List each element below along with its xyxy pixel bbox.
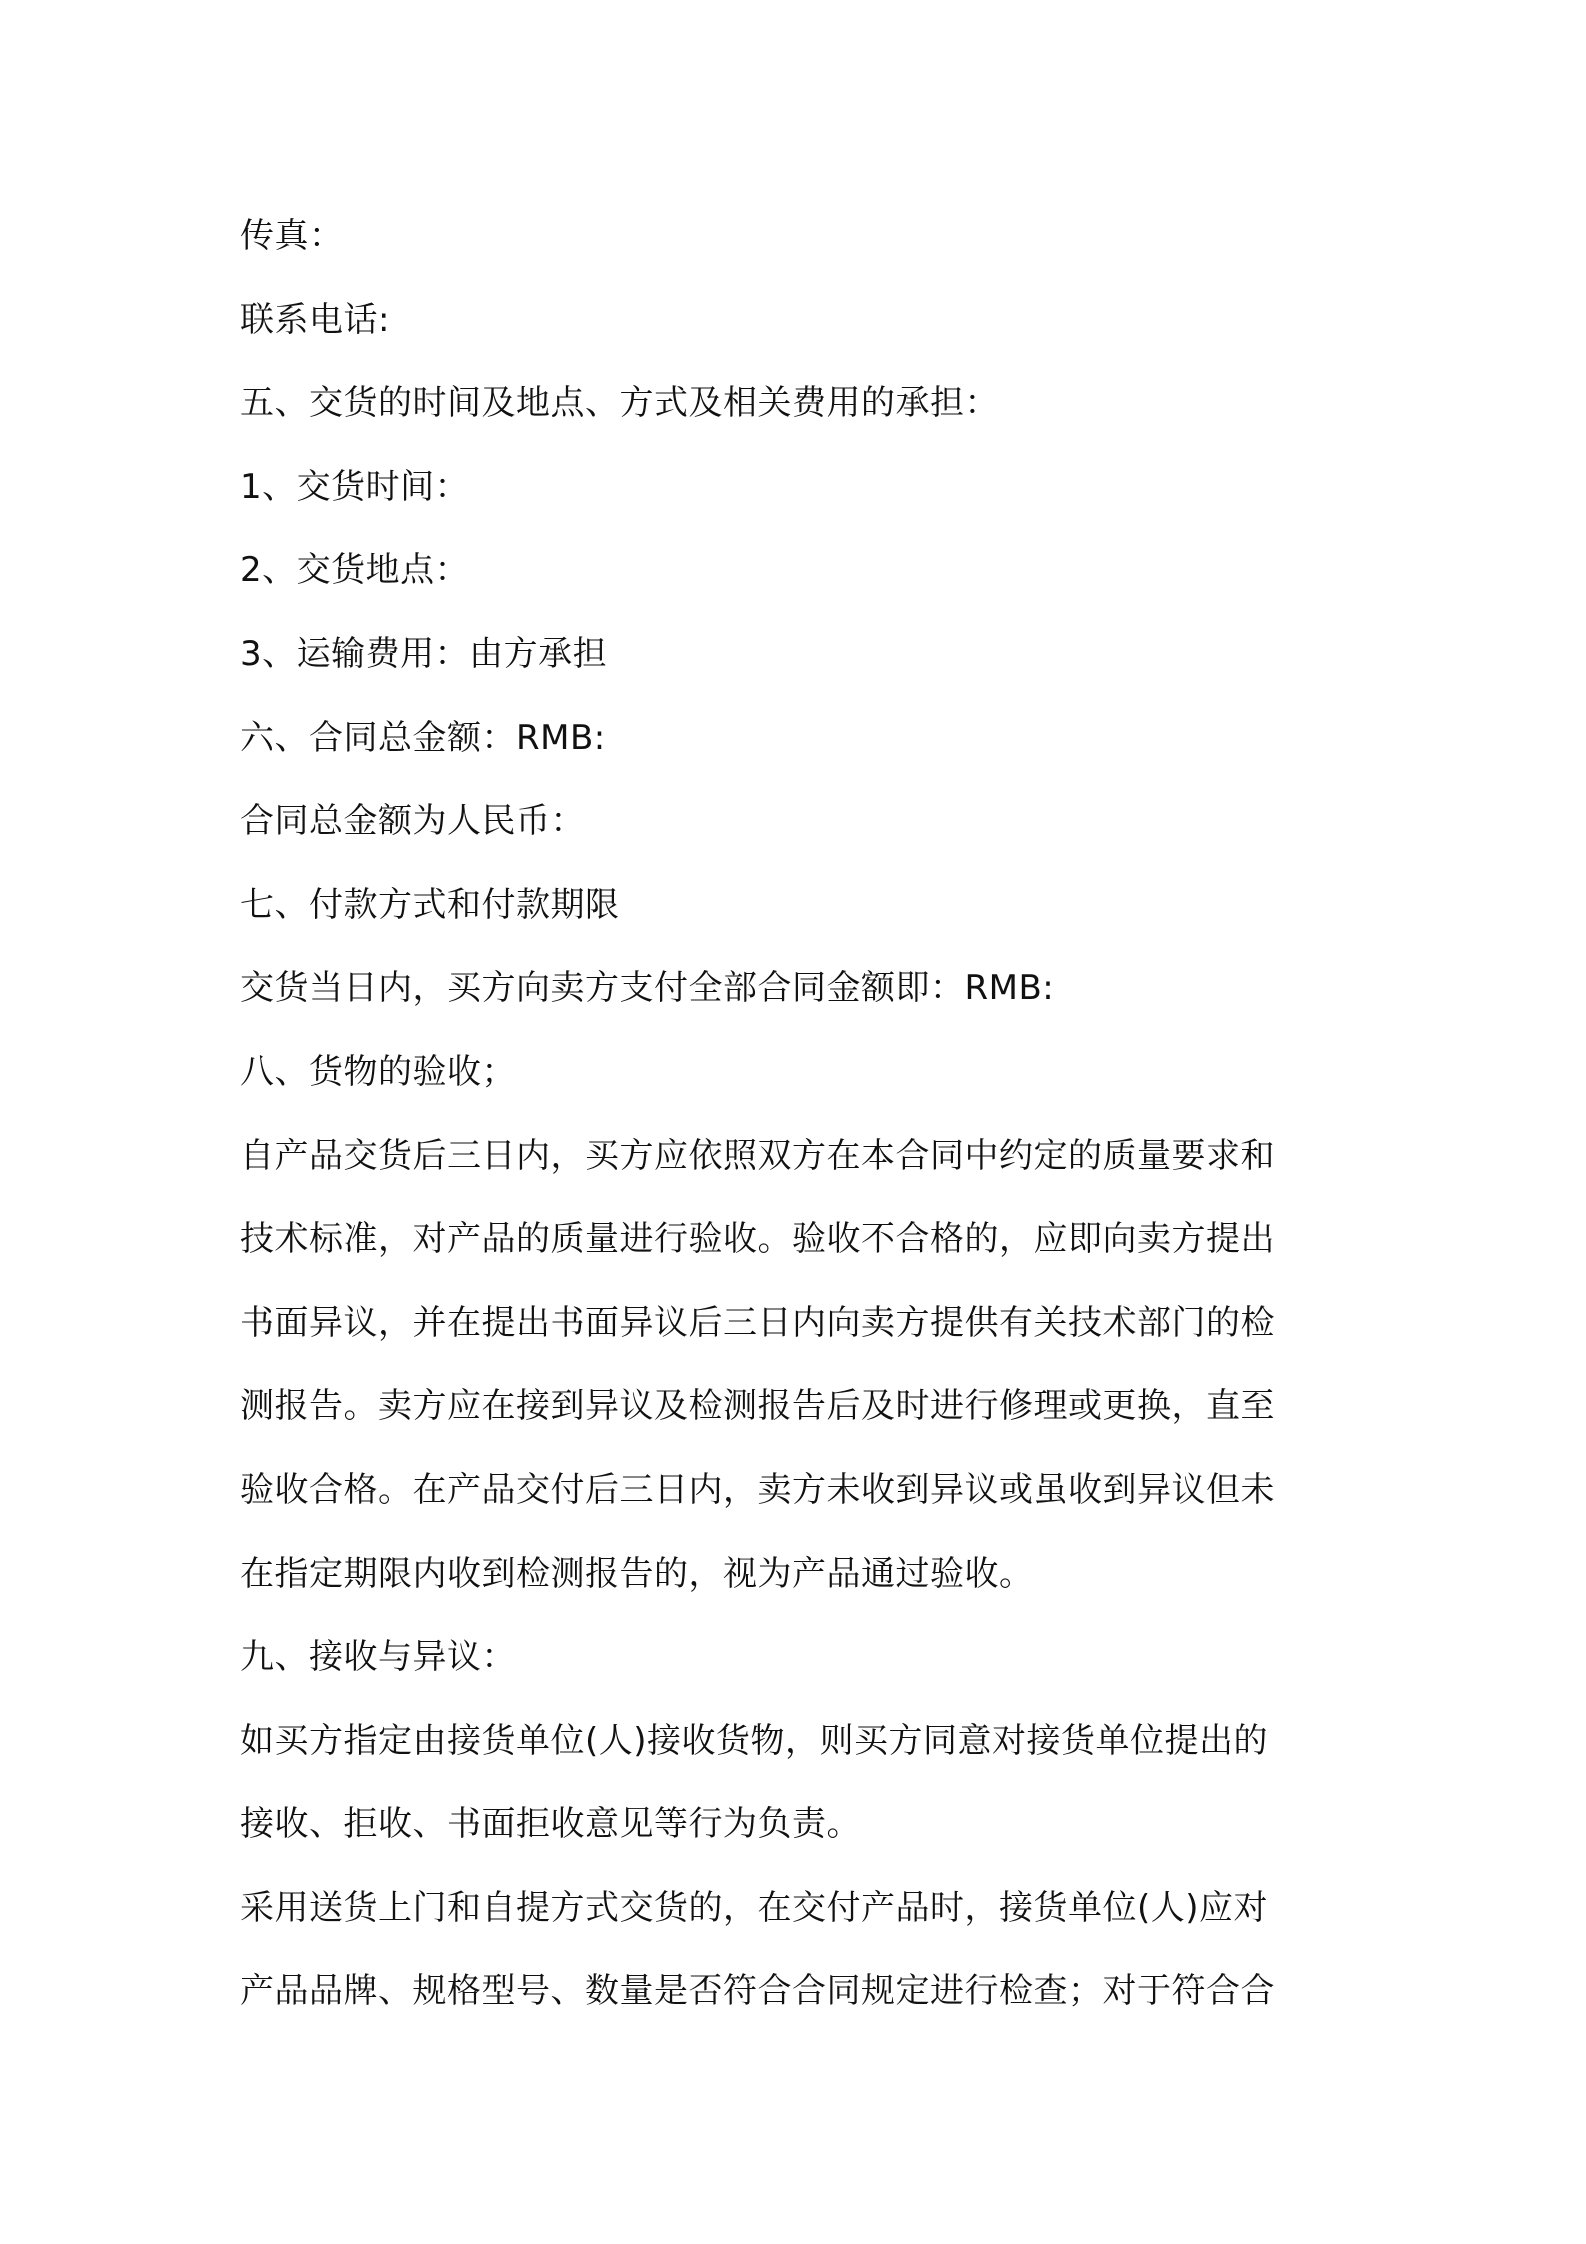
- receipt-paragraph-line: 接收、拒收、书面拒收意见等行为负责。: [240, 1804, 861, 1845]
- section-5-heading: 五、交货的时间及地点、方式及相关费用的承担：: [240, 383, 999, 424]
- payment-line: 交货当日内，买方向卖方支付全部合同金额即：RMB:: [240, 968, 1055, 1009]
- acceptance-paragraph-line: 验收合格。在产品交付后三日内，卖方未收到异议或虽收到异议但未: [240, 1469, 1275, 1510]
- section-6-heading: 六、合同总金额：RMB:: [240, 717, 606, 758]
- document-body: [240, 195, 1360, 2034]
- inspection-paragraph-line: 产品品牌、规格型号、数量是否符合合同规定进行检查；对于符合合: [240, 1971, 1275, 2012]
- acceptance-paragraph-line: 技术标准，对产品的质量进行验收。验收不合格的，应即向卖方提出: [240, 1219, 1275, 1260]
- section-9-heading: 九、接收与异议：: [240, 1637, 516, 1678]
- section-8-heading: 八、货物的验收；: [240, 1051, 516, 1092]
- delivery-place-line: 2、交货地点：: [240, 550, 470, 591]
- delivery-time-line: 1、交货时间：: [240, 466, 470, 507]
- transport-cost-line: 3、运输费用：由方承担: [240, 633, 608, 674]
- phone-line: 联系电话:: [240, 299, 390, 340]
- section-7-heading: 七、付款方式和付款期限: [240, 884, 620, 925]
- fax-line: 传真：: [240, 216, 344, 256]
- total-amount-rmb-line: 合同总金额为人民币：: [240, 801, 585, 842]
- acceptance-paragraph-line: 自产品交货后三日内，买方应依照双方在本合同中约定的质量要求和: [240, 1135, 1275, 1176]
- acceptance-paragraph-line: 书面异议，并在提出书面异议后三日内向卖方提供有关技术部门的检: [240, 1302, 1275, 1343]
- receipt-paragraph-line: 如买方指定由接货单位(人)接收货物，则买方同意对接货单位提出的: [240, 1720, 1269, 1761]
- inspection-paragraph-line: 采用送货上门和自提方式交货的，在交付产品时，接货单位(人)应对: [240, 1887, 1269, 1928]
- acceptance-paragraph-line: 在指定期限内收到检测报告的，视为产品通过验收。: [240, 1553, 1034, 1594]
- acceptance-paragraph-line: 测报告。卖方应在接到异议及检测报告后及时进行修理或更换，直至: [240, 1386, 1275, 1427]
